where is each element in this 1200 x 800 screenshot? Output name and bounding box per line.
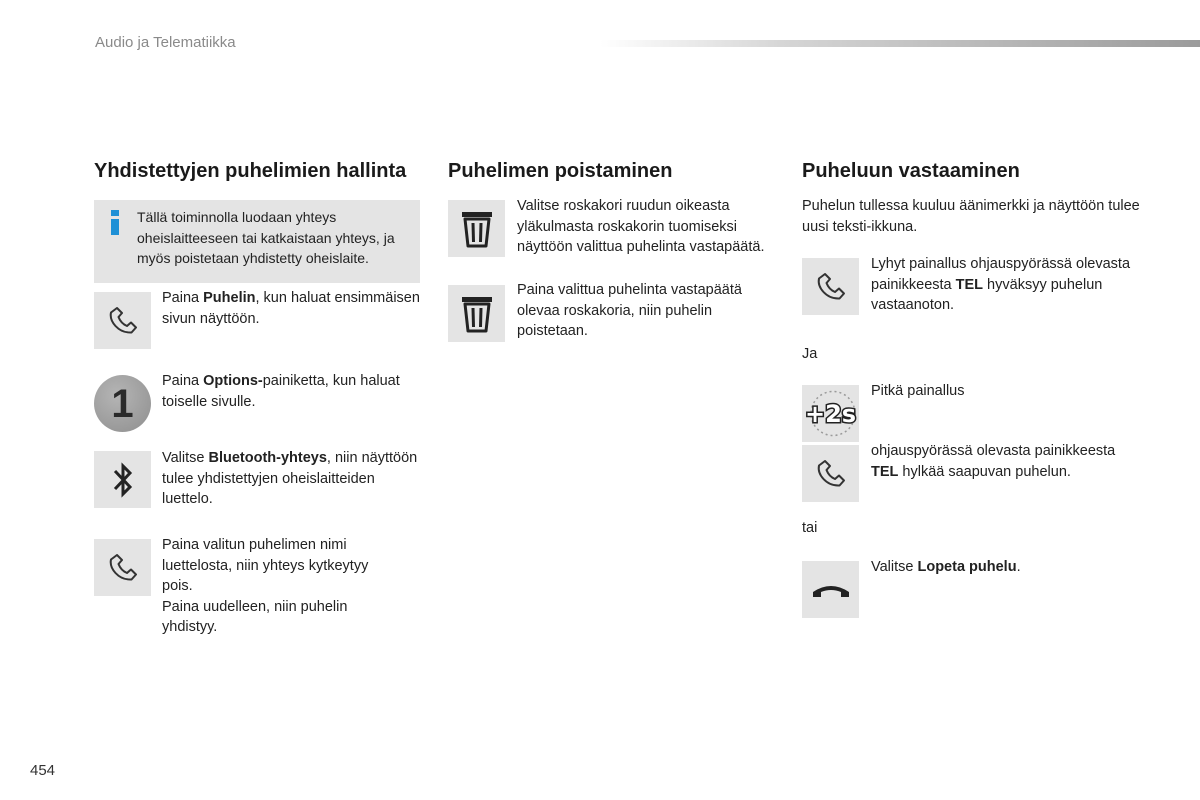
phone-icon: [802, 258, 859, 315]
info-box: [94, 200, 420, 283]
step-text: Paina valittua puhelinta vastapäätä olevaa roskakoria, niin puhelin poistetaan.: [517, 282, 742, 339]
phone-icon: [94, 539, 151, 596]
phone-icon: [802, 445, 859, 502]
step-text: Valitse roskakori ruudun oikeasta yläkulmasta roskakorin tuomiseksi näyttöön valittua puhelinta vastapäätä.: [517, 198, 765, 255]
step-text: Pitkä painallus: [871, 383, 965, 399]
info-icon: [110, 210, 120, 236]
hang-up-icon: [802, 561, 859, 618]
header-bar: [600, 40, 1200, 47]
section-heading: Puhelimen poistaminen: [448, 160, 673, 182]
info-text: Tällä toiminnolla luodaan yhteys oheislaitteeseen tai katkaistaan yhteys, ja myös poistetaan yhdistetty oheislaite.: [137, 209, 395, 266]
step-number-badge: [94, 375, 151, 432]
step-text: Paina Options-painiketta, kun haluat toiselle sivulle.: [162, 373, 400, 410]
step-text: ohjauspyörässä olevasta painikkeesta TEL hylkää saapuvan puhelun.: [871, 443, 1116, 480]
svg-text:+2s: +2s: [804, 400, 857, 428]
page-number: 454: [30, 762, 56, 779]
step-text: Paina valitun puhelimen nimi luettelosta, niin yhteys kytkeytyy pois. Paina uudelleen, niin puhelin yhdistyy.: [162, 537, 369, 635]
step-text: Paina Puhelin, kun haluat ensimmäisen sivun näyttöön.: [162, 290, 420, 327]
section-heading: Yhdistettyjen puhelimien hallinta: [94, 160, 407, 182]
trash-icon: [448, 285, 505, 342]
bluetooth-icon: [94, 451, 151, 508]
step-text: Lyhyt painallus ohjauspyörässä olevasta painikkeesta TEL hyväksyy puhelun vastaanoton.: [871, 256, 1131, 313]
trash-icon: [448, 200, 505, 257]
section-heading: Puheluun vastaaminen: [802, 160, 1020, 182]
step-text: Valitse Lopeta puhelu.: [871, 559, 1021, 575]
phone-icon: [94, 292, 151, 349]
hold-2s-icon: [802, 385, 859, 442]
step-text: Valitse Bluetooth-yhteys, niin näyttöön tulee yhdistettyjen oheislaitteiden luettelo.: [162, 450, 418, 507]
header-title: Audio ja Telematiikka: [95, 34, 236, 51]
connector-text: tai: [802, 520, 818, 536]
intro-text: Puhelun tullessa kuuluu äänimerkki ja näyttöön tulee uusi teksti-ikkuna.: [802, 198, 1140, 235]
step-number: 1: [111, 381, 134, 426]
connector-text: Ja: [802, 346, 818, 362]
